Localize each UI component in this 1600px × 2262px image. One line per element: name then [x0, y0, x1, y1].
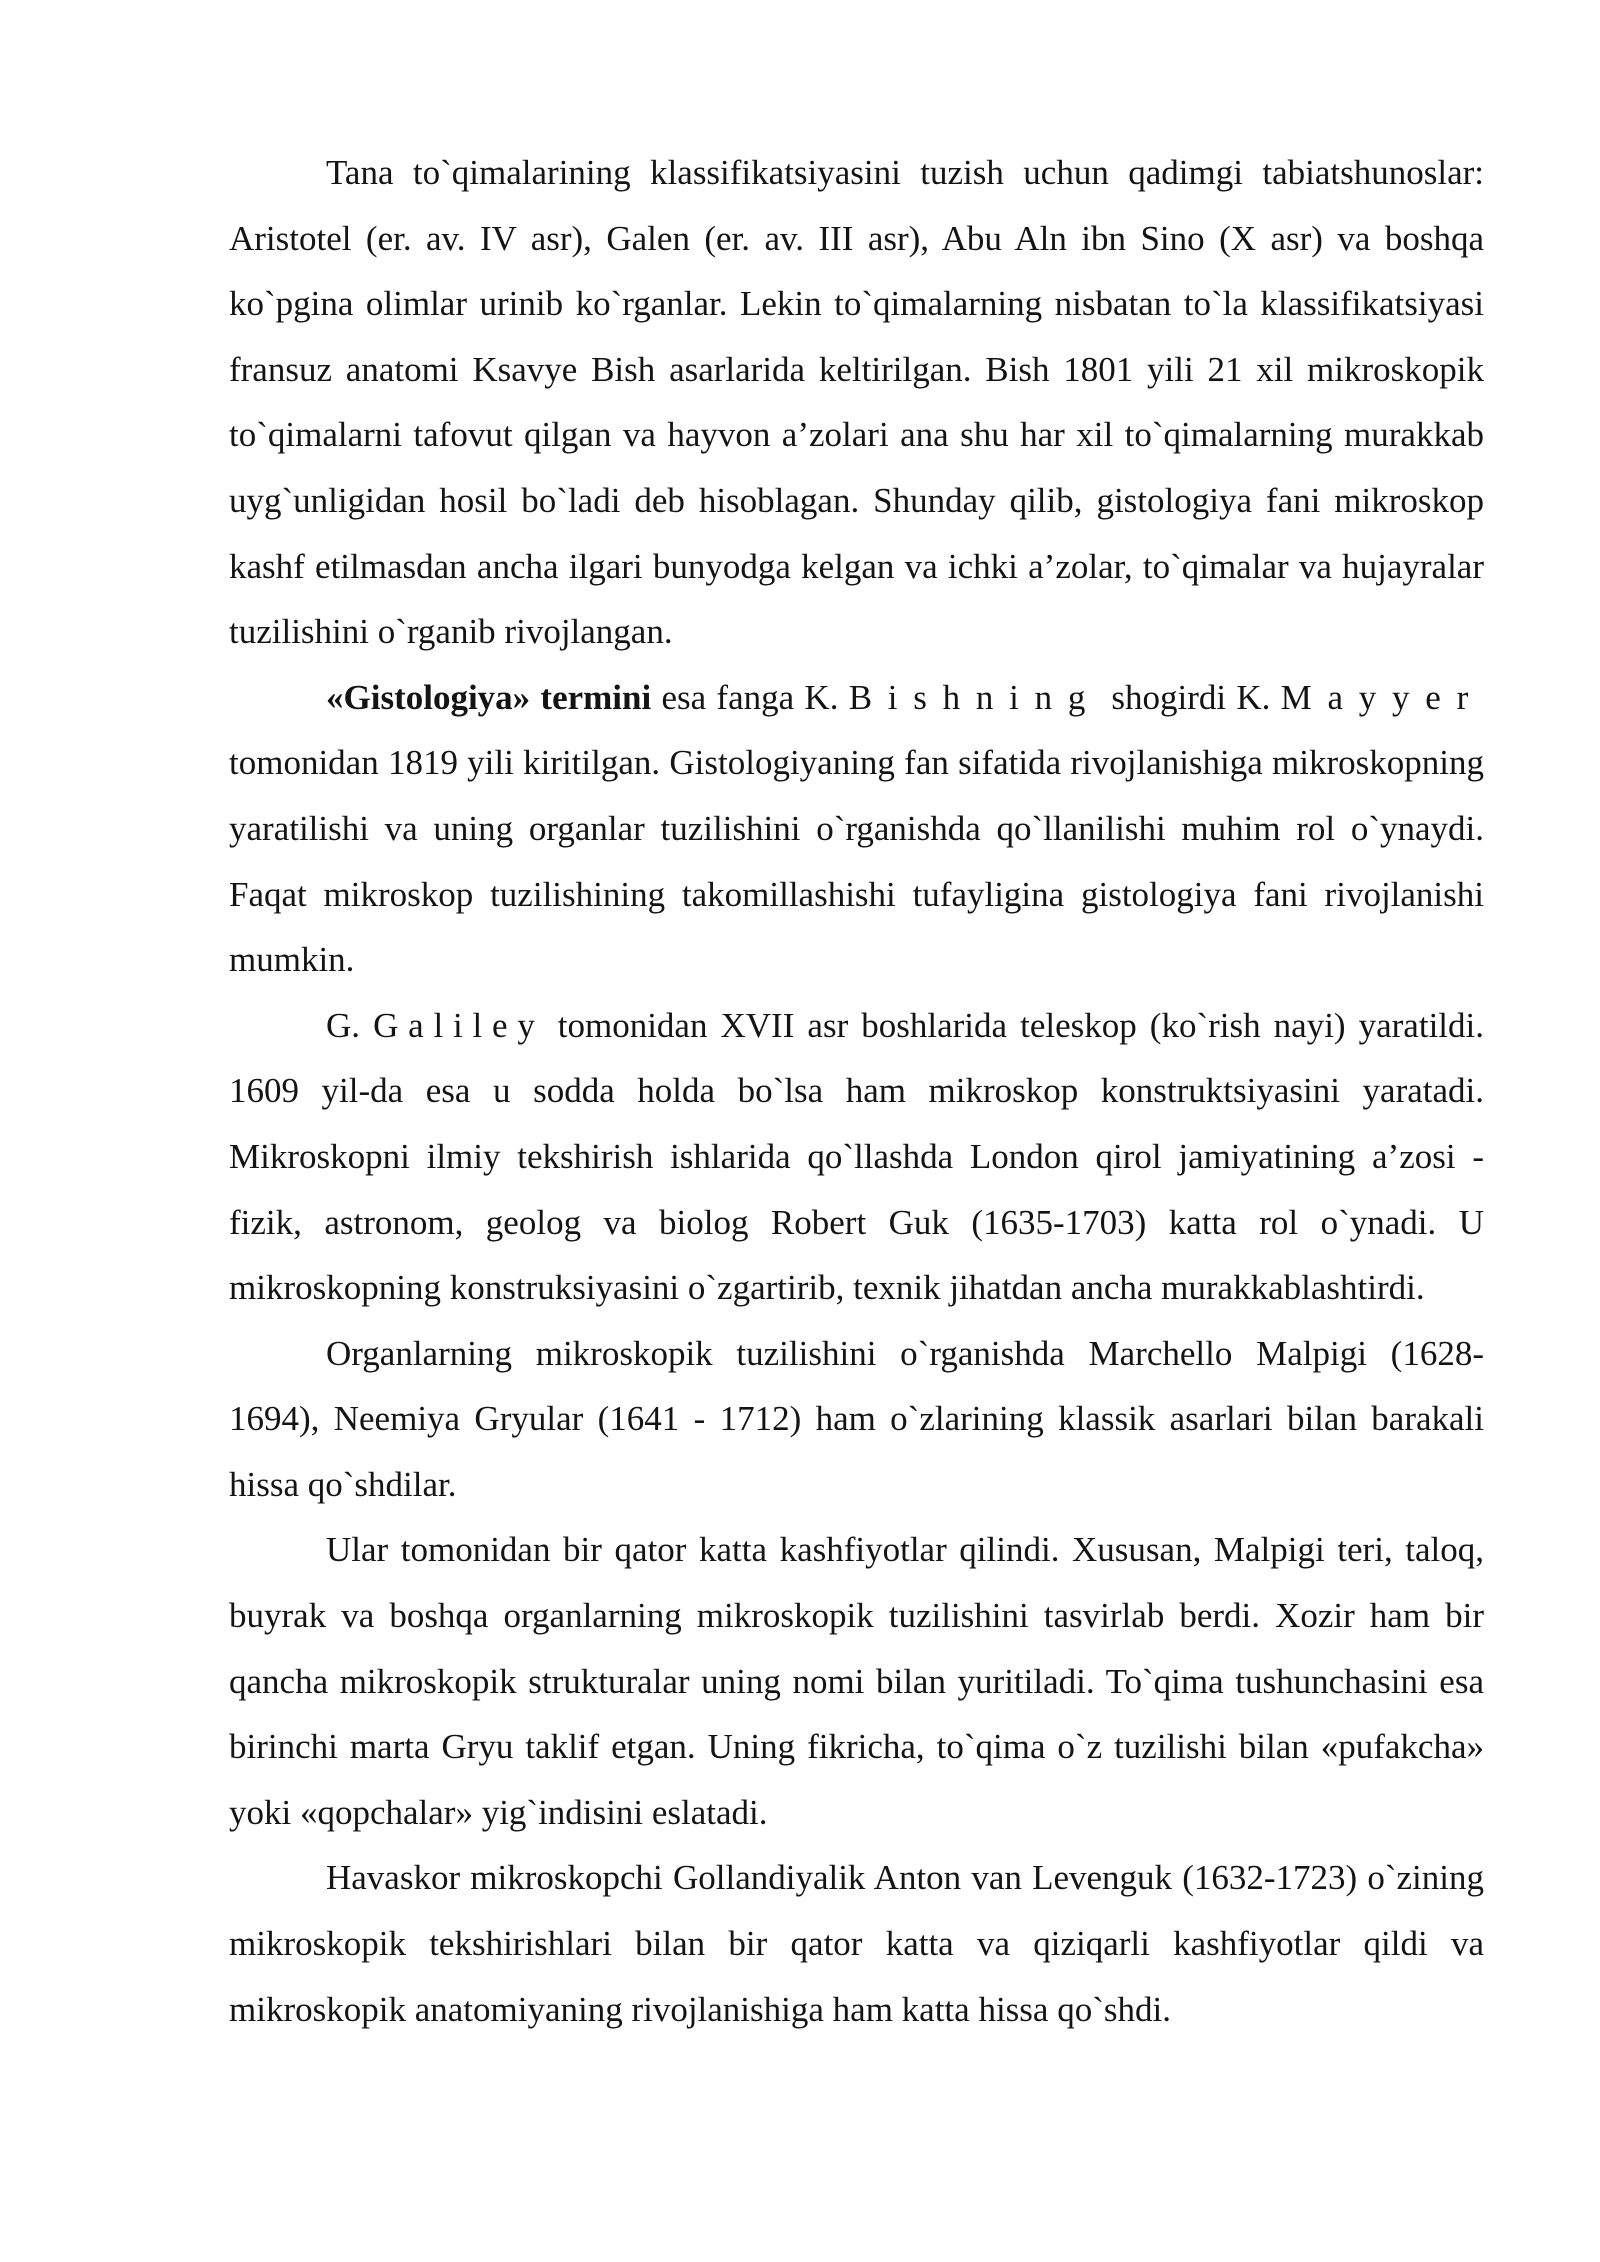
paragraph-histology-term: [229, 665, 1484, 993]
paragraph-classification-history: [229, 140, 1484, 665]
spaced-name-mayer: Mayyer: [1280, 677, 1485, 717]
paragraph-text-a: G.: [326, 1005, 374, 1045]
spaced-name-galiley: Galiley: [373, 1005, 545, 1045]
paragraph-text: Tana to`qimalarining klassifikatsiyasini tuzish uchun qadimgi tabiatshunoslar: Aristotel (er. av. IV asr), Galen (er. av. III asr), Abu Aln ibn Sino (X asr) va boshqa ko`pgina olimlar urinib ko`rganlar. Lekin to`qimalarning nisbatan to`la klassifikatsiyasi fransuz anatomi Ksavye Bish asarlarida keltirilgan. Bish 1801 yili 21 xil mikroskopik to`qimalarni tafovut qilgan va hayvon a’zolari ana shu har xil to`qimalarning murakkab uyg`unligidan hosil bo`ladi deb hisoblagan. Shunday qilib, gistologiya fani mikroskop kashf etilmasdan ancha ilgari bunyodga kelgan va ichki a’zolar, to`qimalar va hujayralar tuzilishini o`rganib rivojlangan.: [229, 153, 1484, 652]
paragraph-text: Havaskor mikroskopchi Gollandiyalik Anton van Levenguk (1632-1723) o`zining mikroskopik tekshirishlari bilan bir qator katta va qiziqarli kashfiyotlar qildi va mikroskopik anatomiyaning rivojlanishiga ham katta hissa qo`shdi.: [229, 1858, 1484, 2029]
spaced-name-bish: Bishning: [848, 677, 1102, 717]
body-text: [229, 140, 1484, 2042]
paragraph-leeuwenhoek: [229, 1845, 1484, 2042]
paragraph-text-c: tomonidan 1819 yili kiritilgan. Gistologiyaning fan sifatida rivojlanishiga mikroskopning yaratilishi va uning organlar tuzilishini o`rganishda qo`llanilishi muhim rol o`ynaydi. Faqat mikroskop tuzilishining takomillashishi tufayligina gistologiya fani rivojlanishi mumkin.: [229, 743, 1484, 980]
paragraph-text: Organlarning mikroskopik tuzilishini o`rganishda Marchello Malpigi (1628-1694), Neemiya Gryular (1641 - 1712) ham o`zlarining klassik asarlari bilan barakali hissa qo`shdilar.: [229, 1333, 1484, 1504]
bold-term: «Gistologiya» termini: [326, 677, 652, 717]
paragraph-malpighi-grew: [229, 1321, 1484, 1518]
paragraph-text: Ular tomonidan bir qator katta kashfiyotlar qilindi. Xususan, Malpigi teri, taloq, buyrak va boshqa organlarning mikroskopik tuzilishini tasvirlab berdi. Xozir ham bir qancha mikroskopik strukturalar uning nomi bilan yuritiladi. To`qima tushunchasini esa birinchi marta Gryu taklif etgan. Uning fikricha, to`qima o`z tuzilishi bilan «pufakcha» yoki «qopchalar» yig`indisini eslatadi.: [229, 1530, 1484, 1832]
paragraph-discoveries: [229, 1517, 1484, 1845]
paragraph-text-b: shogirdi K.: [1101, 677, 1281, 717]
paragraph-text-a: esa fanga K.: [651, 677, 849, 717]
paragraph-text-b: tomonidan XVII asr boshlarida teleskop (ko`rish nayi) yaratildi. 1609 yil-da esa u sodda holda bo`lsa ham mikroskop konstruktsiyasini yaratadi. Mikroskopni ilmiy tekshirish ishlarida qo`llashda London qirol jamiyatining a’zosi - fizik, astronom, geolog va biolog Robert Guk (1635-1703) katta rol o`ynadi. U mikroskopning konstruksiyasini o`zgartirib, texnik jihatdan ancha murakkablashtirdi.: [229, 1005, 1484, 1308]
paragraph-galileo: [229, 993, 1484, 1321]
